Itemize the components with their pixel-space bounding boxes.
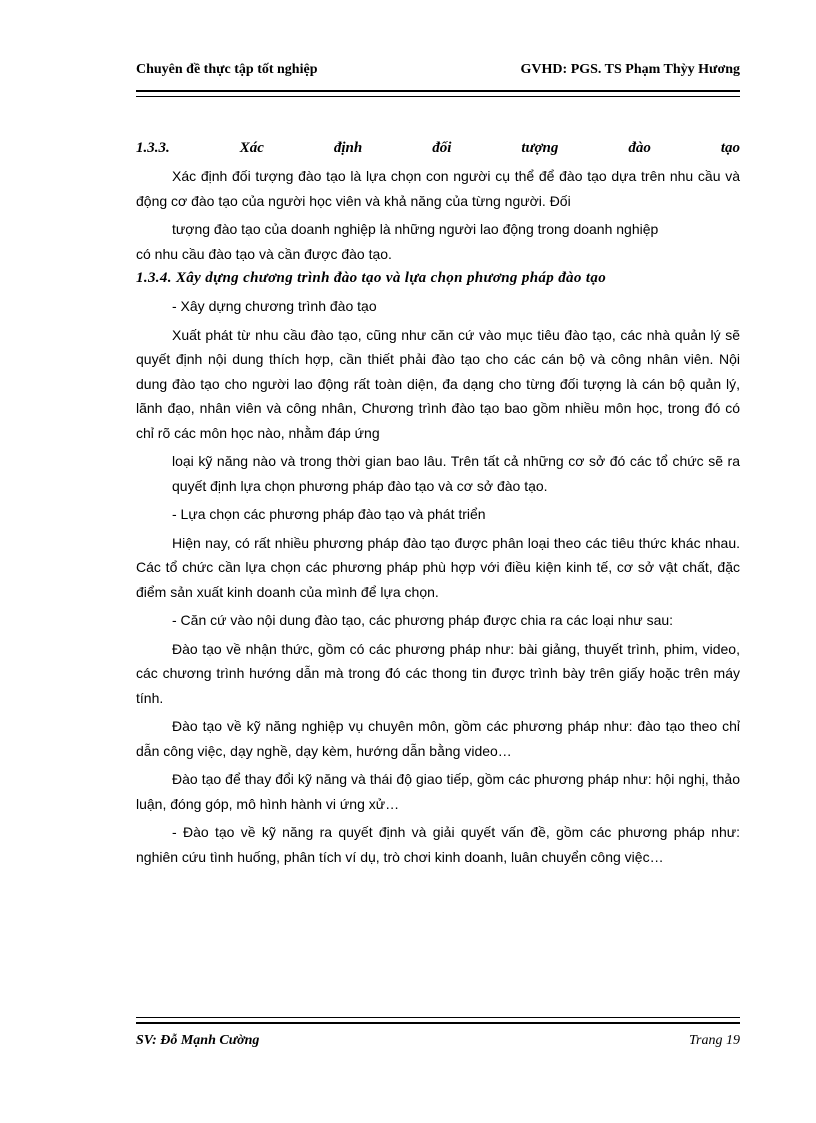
heading-word: tạo (720, 140, 740, 156)
paragraph: Xác định đối tượng đào tạo là lựa chọn con người cụ thể để đào tạo dựa trên nhu cầu và động cơ đào tạo của người học viên và khả năng của từng người. Đối (136, 168, 740, 209)
paragraph: Đào tạo để thay đổi kỹ năng và thái độ giao tiếp, gồm các phương pháp như: hội nghị, thảo luận, đóng góp, mô hình hành vi ứng xử… (136, 771, 740, 812)
subheading: - Xây dựng chương trình đào tạo (172, 298, 377, 314)
footer-rule (136, 1017, 740, 1024)
paragraph: Xuất phát từ nhu cầu đào tạo, cũng như căn cứ vào mục tiêu đào tạo, các nhà quản lý sẽ quyết định nội dung thích hợp, cần thiết phải đào tạo cho các cán bộ và công nhân viên. Nội dung đào tạo cho người lao động rất toàn diện, đa dạng cho từng đối tượng là cán bộ quản lý, lãnh đạo, nhân viên và công nhân, Chương trình đào tạo bao gồm nhiều môn học, trong đó có chỉ rõ các môn học nào, nhằm đáp ứng (136, 326, 740, 441)
paragraph: có nhu cầu đào tạo và cần được đào tạo. (136, 245, 392, 262)
header-supervisor: GVHD: PGS. TS Phạm Thỳy Hương (520, 62, 740, 77)
paragraph: Hiện nay, có rất nhiều phương pháp đào tạo được phân loại theo các tiêu thức khác nhau. Các tổ chức cần lựa chọn các phương pháp phù hợp với điều kiện kinh tế, cơ sở vật chất, đặc điểm sản xuất kinh doanh của mình để lựa chọn. (136, 534, 740, 600)
heading-word: tượng (521, 140, 559, 156)
subheading: - Căn cứ vào nội dung đào tạo, các phương pháp được chia ra các loại như sau: (172, 612, 674, 628)
page-body (136, 140, 740, 869)
header-rule (136, 90, 740, 97)
heading-1-3-3 (136, 140, 740, 164)
paragraph: loại kỹ năng nào và trong thời gian bao lâu. Trên tất cả những cơ sở đó các tổ chức sẽ ra quyết định lựa chọn phương pháp đào tạo và cơ sở đào tạo. (172, 453, 740, 494)
heading-word: đào (628, 140, 651, 156)
header-thesis-title: Chuyên đề thực tập tốt nghiệp (136, 62, 318, 77)
heading-word: đối (432, 140, 452, 156)
paragraph: Đào tạo về kỹ năng nghiệp vụ chuyên môn, gồm các phương pháp như: đào tạo theo chỉ dẫn công việc, dạy nghề, dạy kèm, hướng dẫn bằng video… (136, 718, 740, 759)
heading-word: định (333, 140, 363, 156)
paragraph: Đào tạo về nhận thức, gồm có các phương pháp như: bài giảng, thuyết trình, phim, video, các chương trình hướng dẫn mà trong đó các thong tin được trình bày trên giấy hoặc trên máy tính. (136, 640, 740, 706)
footer-page-number: Trang 19 (689, 1033, 740, 1048)
page-footer (136, 1033, 740, 1049)
paragraph: - Đào tạo về kỹ năng ra quyết định và giải quyết vấn đề, gồm các phương pháp như: nghiên cứu tình huống, phân tích ví dụ, trò chơi kinh doanh, luân chuyển công việc… (136, 824, 740, 865)
heading-number: 1.3.3. (136, 140, 170, 156)
subheading: - Lựa chọn các phương pháp đào tạo và phát triển (172, 506, 486, 522)
heading-1-3-4: 1.3.4. Xây dựng chương trình đào tạo và lựa chọn phương pháp đào tạo (136, 270, 607, 286)
footer-student: SV: Đỗ Mạnh Cường (136, 1033, 260, 1048)
heading-word: Xác (239, 140, 264, 156)
paragraph: tượng đào tạo của doanh nghiệp là những người lao động trong doanh nghiệp (172, 221, 659, 237)
page-header (136, 62, 740, 78)
